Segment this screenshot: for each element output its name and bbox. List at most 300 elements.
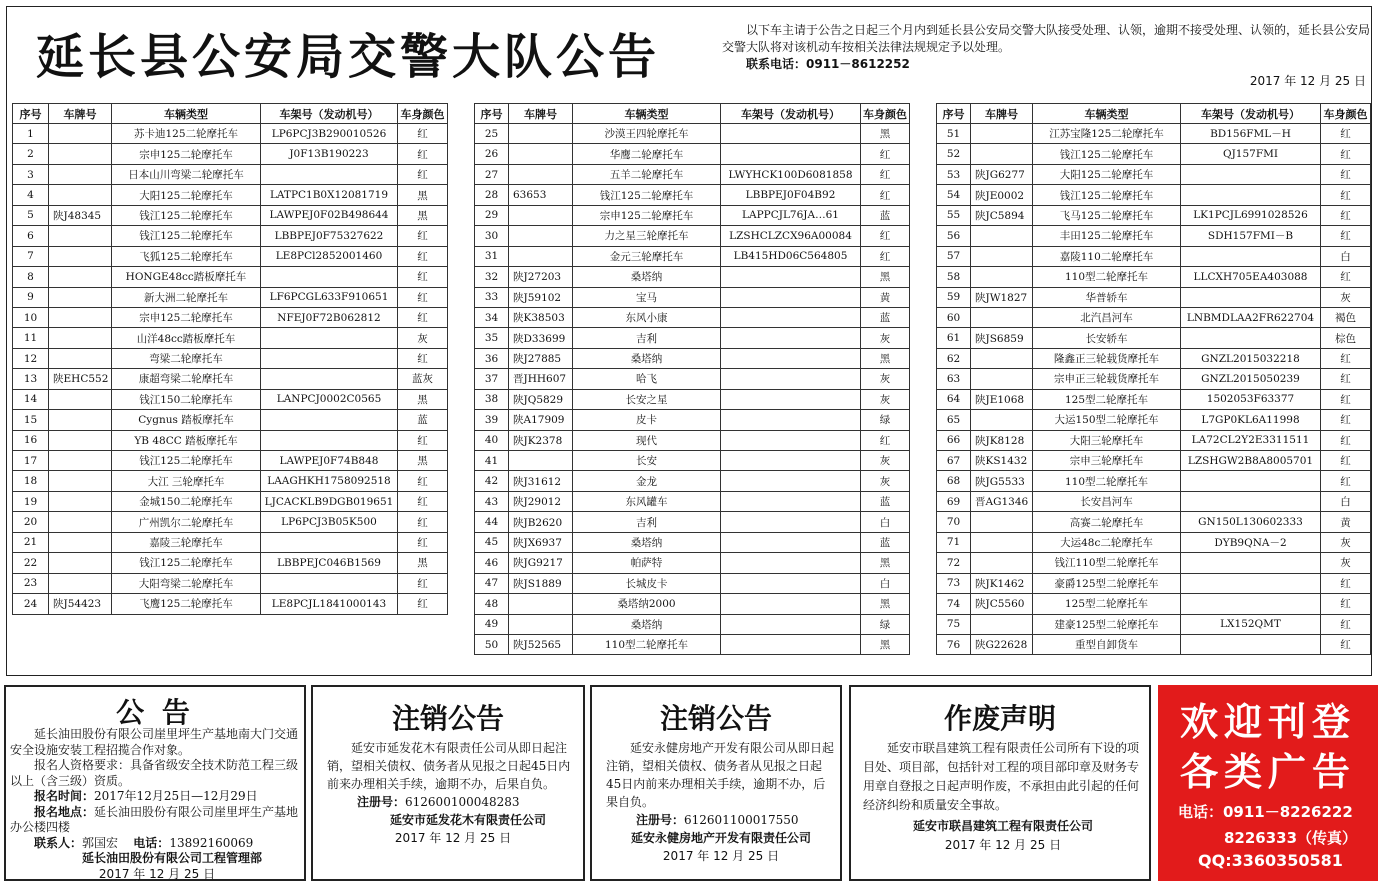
body-color: 红	[1321, 124, 1371, 144]
table-row	[13, 553, 448, 573]
frame-number: LE8PCl2852001460	[261, 246, 398, 266]
table-row	[475, 287, 910, 307]
column-header: 车身颜色	[398, 104, 448, 124]
frame-number	[1181, 164, 1321, 184]
plate-number	[509, 451, 573, 471]
body-color: 红	[1321, 369, 1371, 389]
frame-number: QJ157FMI	[1181, 144, 1321, 164]
vehicle-type: 钱江125二轮摩托车	[1033, 185, 1181, 205]
row-index: 39	[475, 410, 509, 430]
plate-number	[971, 124, 1033, 144]
intro-text: 以下车主请于公告之日起三个月内到延长县公安局交警大队接受处理、认领，逾期不接受处理、认领的，延长县公安局交警大队将对该机动车按相关法律法规规定予以处理。	[722, 23, 1371, 54]
plate-number	[971, 369, 1033, 389]
vehicle-type: 飞马125二轮摩托车	[1033, 205, 1181, 225]
frame-number	[721, 491, 861, 511]
vehicle-type: 东风罐车	[573, 491, 721, 511]
table-row	[937, 369, 1371, 389]
frame-number	[721, 594, 861, 614]
body-color: 红	[1321, 164, 1371, 184]
body-color: 黑	[861, 348, 910, 368]
vehicle-type: 飞狐125二轮摩托车	[112, 246, 261, 266]
vehicle-type: 长安之星	[573, 389, 721, 409]
row-index: 36	[475, 348, 509, 368]
frame-number: LATPC1B0X12081719	[261, 185, 398, 205]
vehicle-type: Cygnus 踏板摩托车	[112, 410, 261, 430]
vehicle-type: 吉利	[573, 328, 721, 348]
vehicle-type: 嘉陵110二轮摩托车	[1033, 246, 1181, 266]
frame-number: LBBPEJ0F04B92	[721, 185, 861, 205]
row-index: 2	[13, 144, 49, 164]
body-color: 黑	[398, 451, 448, 471]
table-row	[937, 226, 1371, 246]
row-index: 1	[13, 124, 49, 144]
row-index: 50	[475, 634, 509, 654]
body-color: 红	[861, 430, 910, 450]
frame-number	[1181, 594, 1321, 614]
table-row	[13, 267, 448, 287]
body-color: 灰	[1321, 532, 1371, 552]
plate-number: 陕KS1432	[971, 451, 1033, 471]
body-color: 黑	[398, 389, 448, 409]
row-index: 64	[937, 389, 971, 409]
notice-body: 延长油田股份有限公司崖里坪生产基地南大门交通安全设施安装工程招揽合作对象。	[10, 727, 299, 757]
vehicle-type: 长安	[573, 451, 721, 471]
row-index: 57	[937, 246, 971, 266]
row-index: 75	[937, 614, 971, 634]
plate-number	[971, 348, 1033, 368]
row-index: 45	[475, 532, 509, 552]
plate-number	[49, 410, 112, 430]
row-index: 37	[475, 369, 509, 389]
plate-number	[49, 451, 112, 471]
plate-number: 陕JC5560	[971, 594, 1033, 614]
frame-number: BD156FML－H	[1181, 124, 1321, 144]
plate-number: 陕JS1889	[509, 573, 573, 593]
plate-number	[49, 246, 112, 266]
table-header-row	[13, 104, 448, 124]
notice-date: 2017 年 12 月 25 日	[1249, 74, 1366, 88]
table-row	[937, 594, 1371, 614]
plate-number	[509, 226, 573, 246]
row-index: 16	[13, 430, 49, 450]
vehicle-type: 钱江110型二轮摩托车	[1033, 553, 1181, 573]
frame-number: GNZL2015050239	[1181, 369, 1321, 389]
row-index: 62	[937, 348, 971, 368]
vehicle-type: 钱江125二轮摩托车	[1033, 144, 1181, 164]
frame-number: LJCACKLB9DGB019651	[261, 491, 398, 511]
notice-requirement: 报名人资格要求：具备省级安全技术防范工程三级以上（含三级）资质。	[10, 758, 299, 788]
body-color: 红	[398, 512, 448, 532]
row-index: 56	[937, 226, 971, 246]
plate-number: 晋AG1346	[971, 491, 1033, 511]
column-header: 车牌号	[49, 104, 112, 124]
table-row	[475, 471, 910, 491]
table-row	[13, 307, 448, 327]
table-row	[475, 185, 910, 205]
notice-signer: 延安永健房地产开发有限责任公司	[630, 831, 811, 845]
column-header: 车辆类型	[1033, 104, 1181, 124]
vehicle-type: 大江 三轮摩托车	[112, 471, 261, 491]
vehicle-type: 豪爵125型二轮摩托车	[1033, 573, 1181, 593]
frame-number	[721, 124, 861, 144]
plate-number	[49, 267, 112, 287]
vehicle-type: 钱江125二轮摩托车	[112, 205, 261, 225]
frame-number	[721, 389, 861, 409]
frame-number: J0F13B190223	[261, 144, 398, 164]
frame-number: GN150L130602333	[1181, 512, 1321, 532]
table-row	[475, 205, 910, 225]
frame-number	[1181, 287, 1321, 307]
row-index: 12	[13, 348, 49, 368]
row-index: 70	[937, 512, 971, 532]
frame-number: LAAGHKH1758092518	[261, 471, 398, 491]
table-row	[475, 594, 910, 614]
vehicle-type: 大阳125二轮摩托车	[112, 185, 261, 205]
vehicle-type: 现代	[573, 430, 721, 450]
row-index: 28	[475, 185, 509, 205]
body-color: 红	[1321, 389, 1371, 409]
row-index: 8	[13, 267, 49, 287]
table-header-row	[937, 104, 1371, 124]
frame-number: LLCXH705EA403088	[1181, 267, 1321, 287]
plate-number: 陕J59102	[509, 287, 573, 307]
table-row	[937, 512, 1371, 532]
table-row	[13, 430, 448, 450]
row-index: 58	[937, 267, 971, 287]
row-index: 69	[937, 491, 971, 511]
table-row	[13, 287, 448, 307]
table-row	[13, 389, 448, 409]
row-index: 59	[937, 287, 971, 307]
body-color: 红	[398, 267, 448, 287]
registration-number: 612600100048283	[405, 795, 520, 809]
plate-number	[49, 164, 112, 184]
plate-number: 陕JG6277	[971, 164, 1033, 184]
body-color: 红	[398, 573, 448, 593]
row-index: 29	[475, 205, 509, 225]
body-color: 白	[861, 573, 910, 593]
table-row	[13, 532, 448, 552]
vehicle-table-3	[936, 103, 1371, 655]
body-color: 黑	[861, 267, 910, 287]
vehicle-type: 桑塔纳	[573, 267, 721, 287]
frame-number: 1502053F63377	[1181, 389, 1321, 409]
body-color: 黑	[861, 634, 910, 654]
body-color: 白	[1321, 491, 1371, 511]
table-row	[937, 246, 1371, 266]
vehicle-type: 重型自卸货车	[1033, 634, 1181, 654]
plate-number	[509, 124, 573, 144]
frame-number	[261, 328, 398, 348]
plate-number	[49, 491, 112, 511]
table-row	[475, 348, 910, 368]
vehicle-type: 桑塔纳	[573, 614, 721, 634]
row-index: 72	[937, 553, 971, 573]
table-row	[13, 369, 448, 389]
row-index: 60	[937, 307, 971, 327]
frame-number	[721, 348, 861, 368]
row-index: 7	[13, 246, 49, 266]
notice-date: 2017 年 12 月 25 日	[98, 866, 216, 881]
plate-number	[971, 410, 1033, 430]
notice-title: 公 告	[116, 696, 194, 729]
vehicle-type: 哈飞	[573, 369, 721, 389]
plate-number	[509, 614, 573, 634]
vehicle-type: 125型二轮摩托车	[1033, 594, 1181, 614]
vehicle-type: 125型二轮摩托车	[1033, 389, 1181, 409]
frame-number	[721, 328, 861, 348]
plate-number	[971, 553, 1033, 573]
column-header: 序号	[475, 104, 509, 124]
table-row	[937, 573, 1371, 593]
frame-number	[261, 430, 398, 450]
row-index: 41	[475, 451, 509, 471]
registration-number: 612601100017550	[684, 813, 799, 827]
frame-number	[721, 287, 861, 307]
body-color: 灰	[861, 369, 910, 389]
vehicle-type: 大阳三轮摩托车	[1033, 430, 1181, 450]
plate-number	[509, 594, 573, 614]
time-label: 报名时间：	[34, 789, 95, 803]
vehicle-type: 110型二轮摩托车	[573, 634, 721, 654]
vehicle-type: 丰田125二轮摩托车	[1033, 226, 1181, 246]
row-index: 55	[937, 205, 971, 225]
row-index: 18	[13, 471, 49, 491]
row-index: 15	[13, 410, 49, 430]
frame-number	[721, 267, 861, 287]
table-row	[937, 430, 1371, 450]
plate-number	[49, 287, 112, 307]
plate-number: 陕G22628	[971, 634, 1033, 654]
vehicle-type: 金龙	[573, 471, 721, 491]
table-row	[937, 185, 1371, 205]
frame-number	[261, 267, 398, 287]
vehicle-type: 新大洲二轮摩托车	[112, 287, 261, 307]
table-row	[13, 144, 448, 164]
body-color: 红	[861, 185, 910, 205]
notice-date: 2017 年 12 月 25 日	[394, 831, 512, 845]
frame-number: LF6PCGL633F910651	[261, 287, 398, 307]
table-row	[13, 226, 448, 246]
table-row	[937, 451, 1371, 471]
plate-number	[509, 205, 573, 225]
body-color: 红	[398, 226, 448, 246]
vehicle-type: 飞鹰125二轮摩托车	[112, 594, 261, 614]
place-label: 报名地点：	[34, 804, 95, 819]
frame-number: LB415HD06C564805	[721, 246, 861, 266]
plate-number	[49, 226, 112, 246]
body-color: 灰	[398, 328, 448, 348]
plate-number	[49, 328, 112, 348]
table-row	[13, 594, 448, 614]
body-color: 黑	[861, 553, 910, 573]
table-row	[13, 348, 448, 368]
body-color: 红	[398, 430, 448, 450]
body-color: 红	[398, 164, 448, 184]
vehicle-type: 江苏宝隆125二轮摩托车	[1033, 124, 1181, 144]
vehicle-type: 弯梁二轮摩托车	[112, 348, 261, 368]
row-index: 30	[475, 226, 509, 246]
frame-number: GNZL2015032218	[1181, 348, 1321, 368]
table-row	[475, 451, 910, 471]
body-color: 白	[861, 512, 910, 532]
row-index: 21	[13, 532, 49, 552]
frame-number: LK1PCJL6991028526	[1181, 205, 1321, 225]
body-color: 灰	[861, 328, 910, 348]
body-color: 黄	[861, 287, 910, 307]
vehicle-type: 宝马	[573, 287, 721, 307]
row-index: 4	[13, 185, 49, 205]
plate-number	[971, 532, 1033, 552]
frame-number	[261, 573, 398, 593]
plate-number	[971, 226, 1033, 246]
table-row	[475, 430, 910, 450]
table-row	[475, 144, 910, 164]
plate-number	[49, 144, 112, 164]
reg-label: 注册号：	[357, 795, 406, 809]
vehicle-type: 宗申125二轮摩托车	[573, 205, 721, 225]
plate-number: 晋JHH607	[509, 369, 573, 389]
table-row	[937, 164, 1371, 184]
frame-number	[1181, 573, 1321, 593]
table-row	[937, 307, 1371, 327]
ad-fax: 8226333（传真）	[1224, 829, 1358, 847]
vehicle-type: 华鹰二轮摩托车	[573, 144, 721, 164]
table-row	[475, 410, 910, 430]
column-header: 车架号（发动机号）	[1181, 104, 1321, 124]
frame-number	[1181, 185, 1321, 205]
plate-number	[971, 144, 1033, 164]
vehicle-type: 钱江150二轮摩托车	[112, 389, 261, 409]
frame-number	[1181, 471, 1321, 491]
row-index: 47	[475, 573, 509, 593]
row-index: 52	[937, 144, 971, 164]
body-color: 红	[398, 307, 448, 327]
table-row	[475, 124, 910, 144]
table-row	[475, 634, 910, 654]
body-color: 红	[1321, 451, 1371, 471]
vehicle-type: 隆鑫正三轮载货摩托车	[1033, 348, 1181, 368]
vehicle-type: 苏卡迪125二轮摩托车	[112, 124, 261, 144]
table-row	[475, 389, 910, 409]
row-index: 32	[475, 267, 509, 287]
vehicle-type: 广州凯尔二轮摩托车	[112, 512, 261, 532]
row-index: 46	[475, 553, 509, 573]
table-row	[475, 246, 910, 266]
row-index: 10	[13, 307, 49, 327]
table-row	[13, 164, 448, 184]
row-index: 65	[937, 410, 971, 430]
frame-number: SDH157FMI－B	[1181, 226, 1321, 246]
body-color: 红	[1321, 614, 1371, 634]
frame-number: LP6PCJ3B290010526	[261, 124, 398, 144]
plate-number	[49, 307, 112, 327]
row-index: 38	[475, 389, 509, 409]
body-color: 红	[1321, 410, 1371, 430]
body-color: 红	[1321, 185, 1371, 205]
body-color: 蓝	[861, 491, 910, 511]
table-row	[937, 267, 1371, 287]
body-color: 红	[1321, 594, 1371, 614]
vehicle-type: 长城皮卡	[573, 573, 721, 593]
plate-number: 陕EHC552	[49, 369, 112, 389]
notice-title: 作废声明	[943, 702, 1056, 735]
plate-number	[971, 512, 1033, 532]
plate-number: 陕J29012	[509, 491, 573, 511]
vehicle-type: 宗申125二轮摩托车	[112, 307, 261, 327]
vehicle-type: 嘉陵三轮摩托车	[112, 532, 261, 552]
vehicle-type: 长安昌河车	[1033, 491, 1181, 511]
contact-person: 郭国宏	[82, 835, 119, 850]
frame-number	[721, 451, 861, 471]
vehicle-type: HONGE48cc踏板摩托车	[112, 267, 261, 287]
row-index: 9	[13, 287, 49, 307]
body-color: 红	[398, 348, 448, 368]
plate-number: 陕J48345	[49, 205, 112, 225]
row-index: 31	[475, 246, 509, 266]
plate-number: 陕JX6937	[509, 532, 573, 552]
plate-number: 陕K38503	[509, 307, 573, 327]
body-color: 黑	[398, 553, 448, 573]
frame-number	[721, 369, 861, 389]
body-color: 绿	[861, 410, 910, 430]
table-row	[13, 205, 448, 225]
vehicle-type: 建豪125型二轮摩托车	[1033, 614, 1181, 634]
table-row	[13, 512, 448, 532]
vehicle-type: 宗申125二轮摩托车	[112, 144, 261, 164]
vehicle-type: 长安轿车	[1033, 328, 1181, 348]
vehicle-type: 金城150二轮摩托车	[112, 491, 261, 511]
row-index: 27	[475, 164, 509, 184]
plate-number	[971, 614, 1033, 634]
frame-number	[721, 553, 861, 573]
column-header: 车身颜色	[1321, 104, 1371, 124]
body-color: 黄	[1321, 512, 1371, 532]
plate-number	[509, 246, 573, 266]
row-index: 66	[937, 430, 971, 450]
table-row	[475, 267, 910, 287]
body-color: 灰	[1321, 553, 1371, 573]
vehicle-type: 桑塔纳2000	[573, 594, 721, 614]
frame-number: LBBPEJC046B1569	[261, 553, 398, 573]
plate-number: 陕JW1827	[971, 287, 1033, 307]
registration-place: 延长油田股份有限公司崖里坪生产基地办公楼四楼	[10, 804, 299, 834]
table-row	[475, 328, 910, 348]
row-index: 40	[475, 430, 509, 450]
plate-number: 陕J27885	[509, 348, 573, 368]
vehicle-type: 110型二轮摩托车	[1033, 267, 1181, 287]
plate-number: 陕J31612	[509, 471, 573, 491]
body-color: 红	[398, 246, 448, 266]
row-index: 63	[937, 369, 971, 389]
plate-number: 陕JS6859	[971, 328, 1033, 348]
table-row	[475, 553, 910, 573]
row-index: 13	[13, 369, 49, 389]
row-index: 3	[13, 164, 49, 184]
frame-number: LZSHGW2B8A8005701	[1181, 451, 1321, 471]
table-row	[475, 164, 910, 184]
table-row	[13, 185, 448, 205]
frame-number	[1181, 328, 1321, 348]
body-color: 红	[398, 144, 448, 164]
page-title: 延长县公安局交警大队公告	[36, 29, 661, 85]
body-color: 红	[1321, 430, 1371, 450]
plate-number	[49, 512, 112, 532]
plate-number: 陕JE0002	[971, 185, 1033, 205]
vehicle-type: 五羊二轮摩托车	[573, 164, 721, 184]
body-color: 棕色	[1321, 328, 1371, 348]
table-row	[937, 328, 1371, 348]
